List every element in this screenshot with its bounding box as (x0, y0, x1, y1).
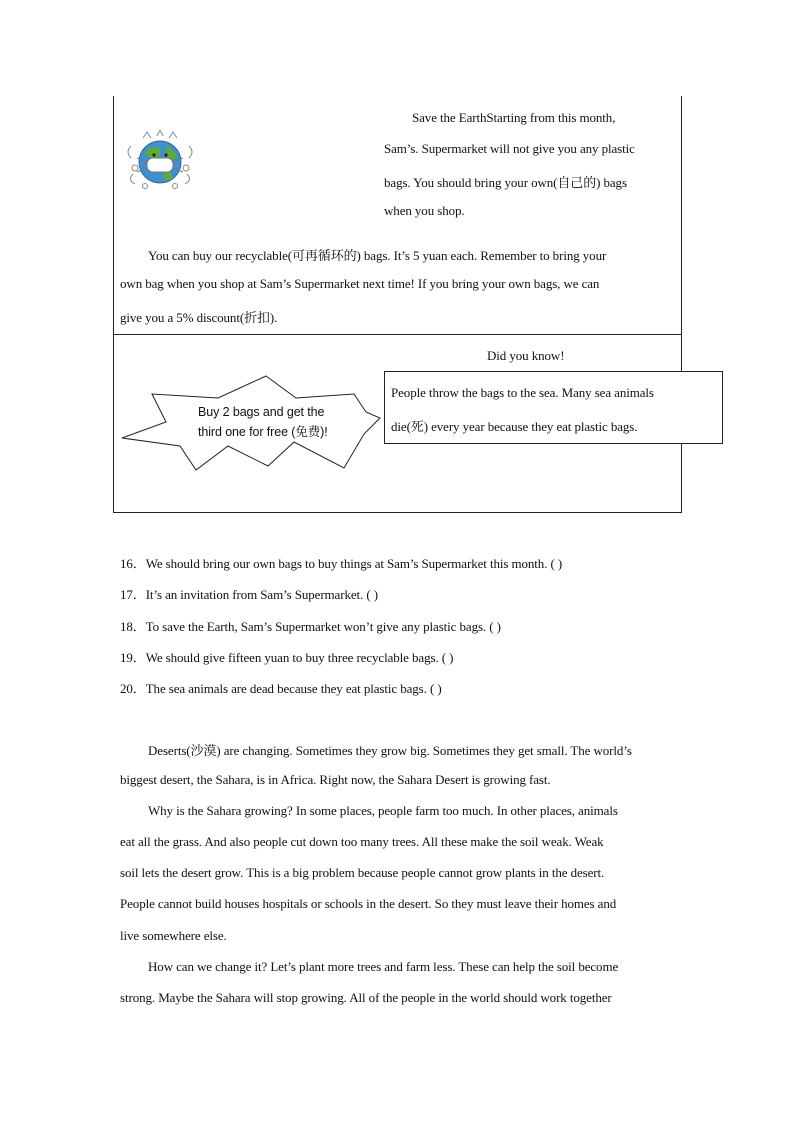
question-text: We should bring our own bags to buy things at Sam’s Supermarket this month. ( ) (145, 556, 563, 571)
notice-top-line-1: Save the EarthStarting from this month, (412, 110, 616, 125)
notice-body-line-2: own bag when you shop at Sam’s Supermarket next time! If you bring your own bags, we can (120, 276, 600, 291)
starburst-line-2: third one for free (免费)! (198, 425, 328, 439)
question-text: To save the Earth, Sam’s Supermarket won’t give any plastic bags. ( ) (145, 619, 501, 634)
question-18 (120, 616, 501, 635)
question-number: 17． (120, 587, 146, 602)
notice-body-line-1: You can buy our recyclable(可再循环的) bags. It’s 5 yuan each. Remember to bring your (148, 248, 607, 263)
question-text: The sea animals are dead because they eat plastic bags. ( ) (145, 681, 442, 696)
passage-line-1: Deserts(沙漠) are changing. Sometimes they grow big. Sometimes they get small. The world’s (148, 743, 632, 758)
earth-mask-icon (123, 128, 197, 194)
question-number: 16． (120, 556, 146, 571)
question-number: 18． (120, 619, 146, 634)
question-text: We should give fifteen yuan to buy three recyclable bags. ( ) (145, 650, 454, 665)
passage-line-8: How can we change it? Let’s plant more trees and farm less. These can help the soil become (148, 959, 619, 974)
question-19 (120, 647, 453, 666)
notice-body-line-3: give you a 5% discount(折扣). (120, 310, 278, 325)
question-16 (120, 553, 562, 572)
notice-right-border (681, 96, 682, 513)
question-20 (120, 678, 442, 697)
passage-line-7: live somewhere else. (120, 928, 227, 943)
starburst-line-1: Buy 2 bags and get the (198, 405, 325, 419)
passage-line-5: soil lets the desert grow. This is a big problem because people cannot grow plants in the desert. (120, 865, 605, 880)
passage-line-6: People cannot build houses hospitals or schools in the desert. So they must leave their homes and (120, 896, 617, 911)
notice-divider (113, 334, 682, 335)
question-number: 20． (120, 681, 146, 696)
did-you-know-line-2: die(死) every year because they eat plastic bags. (391, 419, 638, 434)
passage-line-4: eat all the grass. And also people cut down too many trees. All these make the soil weak. Weak (120, 834, 604, 849)
passage-line-3: Why is the Sahara growing? In some places, people farm too much. In other places, animals (148, 803, 618, 818)
question-17 (120, 584, 378, 603)
question-number: 19． (120, 650, 146, 665)
question-text: It’s an invitation from Sam’s Supermarket. ( ) (145, 587, 378, 602)
notice-top-line-2: Sam’s. Supermarket will not give you any plastic (384, 141, 635, 156)
did-you-know-title: Did you know! (487, 348, 565, 363)
notice-top-line-3: bags. You should bring your own(自己的) bags (384, 175, 627, 190)
notice-bottom-border (113, 512, 682, 513)
passage-line-2: biggest desert, the Sahara, is in Africa. Right now, the Sahara Desert is growing fast. (120, 772, 551, 787)
passage-line-9: strong. Maybe the Sahara will stop growing. All of the people in the world should work together (120, 990, 612, 1005)
notice-left-border (113, 96, 114, 513)
did-you-know-line-1: People throw the bags to the sea. Many sea animals (391, 385, 654, 400)
notice-top-line-4: when you shop. (384, 203, 465, 218)
